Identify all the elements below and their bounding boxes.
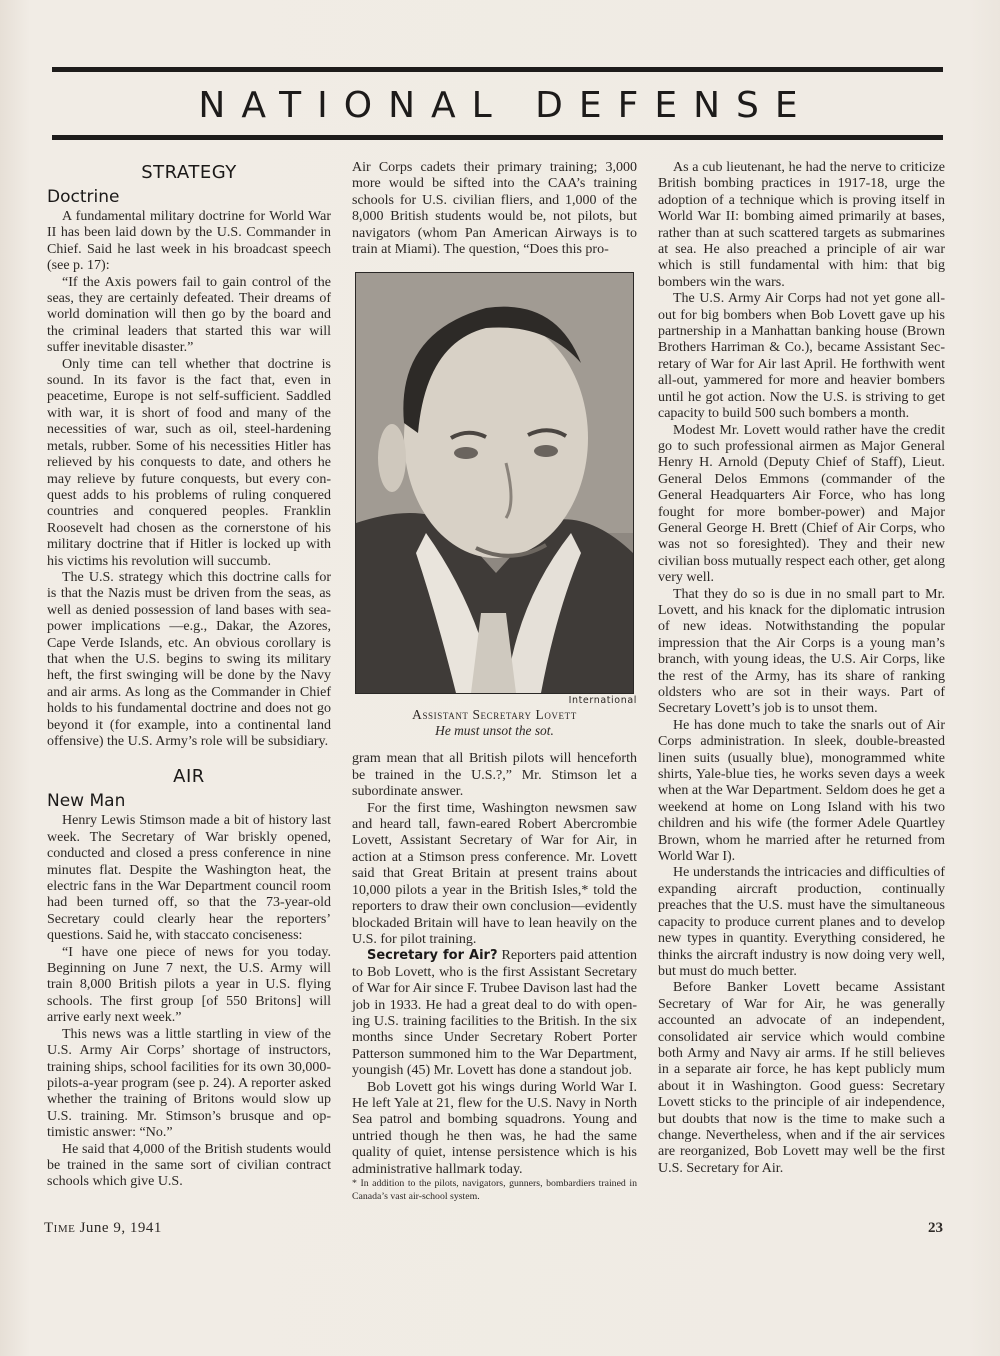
headline-new-man: New Man: [47, 791, 126, 812]
paragraph: He understands the intricacies and difficulties of expanding aircraft production, continually preaches that the U.S. must have the simultaneous capacity to produce current planes and to develop new types in quantity. Everything considered, he thinks the aircraft industry is now doing very well, but must do much better.: [658, 865, 945, 979]
paragraph: The U.S. strategy which this doctrine calls for is that the Nazis must be driven from the seas, as well as denied possession of land bases with sea-power implications —e.g., Dakar, the Azores, Cape Verde Islands, etc. An obvious corollary is that when the U.S. begins to swing its military heft, the first swinging will be done by the Navy and air arms. As long as the Commander in Chief holds to his fundamental doctrine and does not go beyond it (for example, into a continental land offensive) the U.S. Army’s role will be subsidiary.: [47, 569, 331, 749]
paragraph: He said that 4,000 of the British students would be trained in the same sort of civilian contract schools which give U.S.: [47, 1141, 331, 1190]
paragraph: Air Corps cadets their primary training; 3,000 more would be sifted into the CAA’s training schools for U.S. civilian fliers, and 1,000 of the 8,000 British students would be, not pilots, but navigators (whom Pan American Airways is to train at Miami). The question, “Does this pro-: [352, 160, 637, 258]
column-3: [658, 160, 945, 1177]
headline-doctrine: Doctrine: [47, 187, 120, 207]
page-footer: [0, 1207, 1000, 1245]
department-air: AIR: [173, 766, 205, 788]
paragraph: A fundamental military doctrine for World War II has been laid down by the U.S. Commander in Chief. Said he last week in his broadcast speech (see p. 17):: [47, 209, 331, 274]
photo-caption-title: Assistant Secretary Lovett: [412, 707, 577, 723]
paragraph: That they do so is due in no small part to Mr. Lovett, and his knack for the diplomatic intrusion of new ideas. Notwithstanding the popular impression that the Air Corps is a young man’s branch, with young ideas, the U.S. Air Corps, like the rest of the Army, has its share of ranking oldsters who are sot in their ways. Part of Secretary Lovett’s job is to unsot them.: [658, 586, 945, 717]
footer-publication-date: [44, 1219, 162, 1237]
subhead-paragraph-text: Reporters paid attention to Bob Lovett, who is the first Assistant Secretary of War for Air since F. Trubee Davison last had the job in 1933. He had a great deal to do with opening U.S. training facilities to the British. In the six months since Under Secretary Robert Porter Patterson summoned him to the War Department, youngish (45) Mr. Lovett has done a standout job.: [352, 948, 637, 1079]
paragraph: The U.S. Army Air Corps had not yet gone all-out for big bombers when Bob Lovett gave up his partnership in a Manhattan banking house (Brown Brothers Harriman & Co.), became Assistant Secretary of War for Air last April. He forthwith went all-out, yammered for more and heavier bombers until he got action. Now the U.S. is striving to get capacity to build 500 such bombers a month.: [658, 291, 945, 422]
paragraph: Before Banker Lovett became Assistant Secretary of War for Air, he was generally accounted an advocate of an independent, consolidated air service which would combine both Army and Navy air arms. If he still believes in a separate air force, he has kept publicly mum about it in Washington. Good guess: Secretary Lovett sticks to the principle of air independence, but doubts that now is the time to make such a change. Nevertheless, when and if the air services are reorganized, Bob Lovett may well be the first U.S. Secretary for Air.: [658, 980, 945, 1176]
article-columns: [0, 150, 1000, 1203]
footer-date: June 9, 1941: [79, 1220, 162, 1236]
paragraph: He has done much to take the snarls out of Air Corps administration. In sleek, double-breasted linen suits (usually blue), monogrammed white shirts, Yale-blue ties, he works seven days a week when at the War Department. Seldom does he get a weekend at home on Long Island with his two children and his wife (the former Adele Quartley Brown, whom he married after he returned from World War I).: [658, 717, 945, 865]
header-rule-top: [52, 67, 943, 72]
column-1: [47, 158, 331, 1191]
paragraph: Bob Lovett got his wings during World War I. He left Yale at 21, flew for the U.S. Navy in North Sea patrol and bombing squadrons. Young and untried though he then was, he had the same quality of quiet, intense persistence which is his administrative hallmark today.: [352, 1079, 637, 1177]
department-strategy: STRATEGY: [141, 162, 237, 183]
header-rule-bottom: [52, 135, 943, 140]
section-header: [0, 0, 1000, 150]
section-title: NATIONAL DEFENSE: [198, 85, 814, 126]
paragraph: gram mean that all British pilots will henceforth be trained in the U.S.?,” Mr. Stimson let a subordinate answer.: [352, 751, 637, 800]
photo-caption-subtitle: He must unsot the sot.: [435, 723, 554, 739]
subhead-secretary-for-air: Secretary for Air?: [367, 948, 498, 964]
paragraph: “If the Axis powers fail to gain control of the seas, they are certainly defeated. Their dreams of world domination will then go by the board and the criminal leaders that started this war will suffer inevitable disaster.”: [47, 274, 331, 356]
footer-publication: Time: [44, 1220, 76, 1236]
paragraph: For the first time, Washington newsmen saw and heard tall, fawn-eared Robert Abercrombie Lovett, Assistant Secretary of War for Air, in action at a Stimson press conference. Mr. Lovett said that Great Britain at present trains about 10,000 pilots a year in the British Isles,* told the reporters to draw their own conclusion—evidently blockaded Britain will have to lean heavily on the U.S. for pilot training.: [352, 800, 637, 947]
paragraph: This news was a little startling in view of the U.S. Army Air Corps’ shortage of instructors, training ships, school facilities for its own 30,000-pilots-a-year program (see p. 24). A reporter asked whether the training of Britons would slow up U.S. training. Mr. Stimson’s brusque and optimistic answer: “No.”: [47, 1026, 331, 1141]
paragraph: Modest Mr. Lovett would rather have the credit go to such professional airmen as Major General Henry H. Arnold (Deputy Chief of Staff), Lieut. General Delos Emmons (commander of the General Headquarters Air Force, who has long fought for more bomber-power) and Major General George H. Brett (Chief of Air Corps, who was not so foresighted). They and their new civilian boss mutually respect each other, get along very well.: [658, 422, 945, 586]
paragraph-subhead: [352, 948, 637, 1079]
photo-credit: International: [568, 695, 637, 707]
footnote: * In addition to the pilots, navigators, gunners, bombardiers trained in Canada’s vast air-school system.: [352, 1178, 637, 1202]
paragraph: Henry Lewis Stimson made a bit of history last week. The Secretary of War briskly opened, conducted and closed a press conference in nine minutes flat. Despite the Washington heat, the electric fans in the War Department council room had been turned off, so that the 73-year-old Secretary could clearly hear the reporters’ questions. Said he, with staccato conciseness:: [47, 813, 331, 944]
portrait-illustration: [356, 273, 633, 693]
portrait-photo: [355, 272, 634, 694]
paragraph: As a cub lieutenant, he had the nerve to criticize British bombing practices in 1917-18, urge the adoption of a technique which is proving itself in World War II: bombing aimed primarily at bases, rather than at such scattered targets as submarines at sea. He also preached a principle of air war which is still fundamental with him: that big bombers win the wars.: [658, 160, 945, 290]
paragraph: “I have one piece of news for you today. Beginning on June 7 next, the U.S. Army will train 8,000 British pilots a year in U.S. flying schools. The first group [of 550 Britons] will arrive early next week.”: [47, 944, 331, 1026]
page-number: 23: [928, 1220, 943, 1236]
paragraph: Only time can tell whether that doctrine is sound. In its favor is the fact that, even in peacetime, Europe is not self-sufficient. Saddled with war, it is short of food and many of the necessities of war, such as oil, steel-hardening metals, rubber. Some of his necessities Hitler has relieved by his conquests to date, and others he may relieve by future conquests, but every conquest adds to his problems of ruling conquered countries and conquered peoples. Franklin Roosevelt had chosen as the cornerstone of his military doctrine that if Hitler is locked up with his victims his revolution will succumb.: [47, 356, 331, 569]
column-2: [352, 160, 637, 1203]
